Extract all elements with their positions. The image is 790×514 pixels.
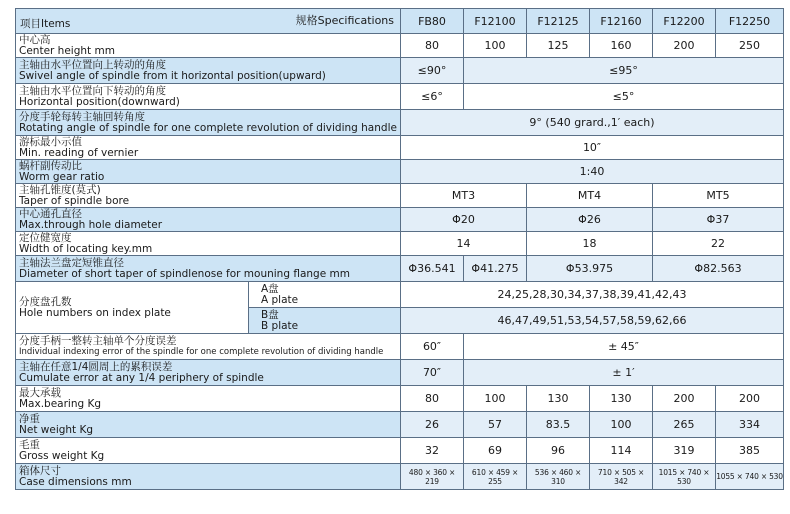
value-cell: 130 [527, 386, 590, 412]
value-cell: 57 [464, 412, 527, 438]
row-label: 箱体尺寸 Case dimensions mm [16, 464, 401, 490]
value-cell: 265 [653, 412, 716, 438]
value-cell: 70″ [401, 360, 464, 386]
value-cell: 18 [527, 232, 653, 256]
value-cell: 319 [653, 438, 716, 464]
model-header: FB80 [401, 9, 464, 34]
specifications-header: 规格Specifications [295, 14, 394, 27]
value-cell: ± 45″ [464, 334, 784, 360]
row-label: 毛重 Gross weight Kg [16, 438, 401, 464]
model-header: F12125 [527, 9, 590, 34]
plate-b-label: B盘 B plate [249, 308, 401, 334]
value-cell: 14 [401, 232, 527, 256]
value-cell: 125 [527, 34, 590, 58]
row-net-weight [16, 412, 784, 438]
value-cell: 69 [464, 438, 527, 464]
plate-b-holes: 46,47,49,51,53,54,57,58,59,62,66 [401, 308, 784, 334]
row-label: 中心通孔直径 Max.through hole diameter [16, 208, 401, 232]
plate-a-label: A盘 A plate [249, 282, 401, 308]
row-label: 主轴法兰盘定短锥直径 Diameter of short taper of spindlenose for mouning flange mm [16, 256, 401, 282]
value-cell: MT5 [653, 184, 784, 208]
value-cell: 536 × 460 × 310 [527, 464, 590, 490]
value-cell: MT3 [401, 184, 527, 208]
value-cell: 100 [590, 412, 653, 438]
value-cell: 96 [527, 438, 590, 464]
row-locating-key [16, 232, 784, 256]
value-cell: ≤90° [401, 58, 464, 84]
value-cell: 200 [653, 386, 716, 412]
row-short-taper [16, 256, 784, 282]
model-header: F12200 [653, 9, 716, 34]
header-row [16, 9, 784, 34]
row-taper-bore [16, 184, 784, 208]
value-cell: 1055 × 740 × 530 [716, 464, 784, 490]
value-cell: 22 [653, 232, 784, 256]
items-header: 项目Items [20, 18, 71, 30]
value-cell: 160 [590, 34, 653, 58]
row-label: 主轴孔锥度(莫式) Taper of spindle bore [16, 184, 401, 208]
row-gross-weight [16, 438, 784, 464]
value-cell: ≤5° [464, 84, 784, 110]
row-label: 分度手轮每转主轴回转角度 Rotating angle of spindle for one complete revolution of dividing handle [16, 110, 401, 136]
row-swivel-downward [16, 84, 784, 110]
value-cell: 100 [464, 386, 527, 412]
value-cell: Φ41.275 [464, 256, 527, 282]
value-cell: 83.5 [527, 412, 590, 438]
value-cell: 200 [653, 34, 716, 58]
specification-table [15, 8, 784, 490]
value-cell: 200 [716, 386, 784, 412]
value-cell: 1015 × 740 × 530 [653, 464, 716, 490]
value-cell: 100 [464, 34, 527, 58]
value-cell: 114 [590, 438, 653, 464]
row-label: 净重 Net weight Kg [16, 412, 401, 438]
model-header: F12250 [716, 9, 784, 34]
value-cell: Φ20 [401, 208, 527, 232]
row-center-height [16, 34, 784, 58]
row-label: 最大承载 Max.bearing Kg [16, 386, 401, 412]
value-cell: 480 × 360 × 219 [401, 464, 464, 490]
value-cell: 130 [590, 386, 653, 412]
value-cell: 9° (540 grard.,1′ each) [401, 110, 784, 136]
row-vernier [16, 136, 784, 160]
row-label: 中心高 Center height mm [16, 34, 401, 58]
value-cell: Φ37 [653, 208, 784, 232]
row-label: 主轴在任意1/4圆周上的累积误差 Cumulate error at any 1/4 periphery of spindle [16, 360, 401, 386]
value-cell: 80 [401, 34, 464, 58]
value-cell: 334 [716, 412, 784, 438]
row-label: 主轴由水平位置向下转动的角度 Horizontal position(downward) [16, 84, 401, 110]
value-cell: Φ53.975 [527, 256, 653, 282]
value-cell: MT4 [527, 184, 653, 208]
value-cell: ≤6° [401, 84, 464, 110]
value-cell: 26 [401, 412, 464, 438]
row-label: 分度手柄一整转主轴单个分度误差 Individual indexing error of the spindle for one complete revolution of dividing handle [16, 334, 401, 360]
value-cell: ± 1′ [464, 360, 784, 386]
row-index-plate-a [16, 282, 784, 308]
value-cell: 710 × 505 × 342 [590, 464, 653, 490]
row-label: 分度盘孔数 Hole numbers on index plate [16, 282, 249, 334]
row-max-bearing [16, 386, 784, 412]
header-label-cell [16, 9, 401, 34]
value-cell: ≤95° [464, 58, 784, 84]
value-cell: 80 [401, 386, 464, 412]
row-worm-ratio [16, 160, 784, 184]
row-through-hole [16, 208, 784, 232]
model-header: F12100 [464, 9, 527, 34]
model-header: F12160 [590, 9, 653, 34]
row-label: 主轴由水平位置向上转动的角度 Swivel angle of spindle from it horizontal position(upward) [16, 58, 401, 84]
value-cell: Φ82.563 [653, 256, 784, 282]
row-label: 蜗杆副传动比 Worm gear ratio [16, 160, 401, 184]
row-label: 游标最小示值 Min. reading of vernier [16, 136, 401, 160]
row-handle-rotation [16, 110, 784, 136]
row-indexing-error [16, 334, 784, 360]
value-cell: 385 [716, 438, 784, 464]
row-cumulate-error [16, 360, 784, 386]
value-cell: 60″ [401, 334, 464, 360]
row-case-dimensions [16, 464, 784, 490]
value-cell: 250 [716, 34, 784, 58]
value-cell: 32 [401, 438, 464, 464]
value-cell: Φ36.541 [401, 256, 464, 282]
value-cell: 1:40 [401, 160, 784, 184]
value-cell: 10″ [401, 136, 784, 160]
row-label: 定位健宽度 Width of locating key.mm [16, 232, 401, 256]
row-swivel-upward [16, 58, 784, 84]
value-cell: Φ26 [527, 208, 653, 232]
value-cell: 610 × 459 × 255 [464, 464, 527, 490]
plate-a-holes: 24,25,28,30,34,37,38,39,41,42,43 [401, 282, 784, 308]
